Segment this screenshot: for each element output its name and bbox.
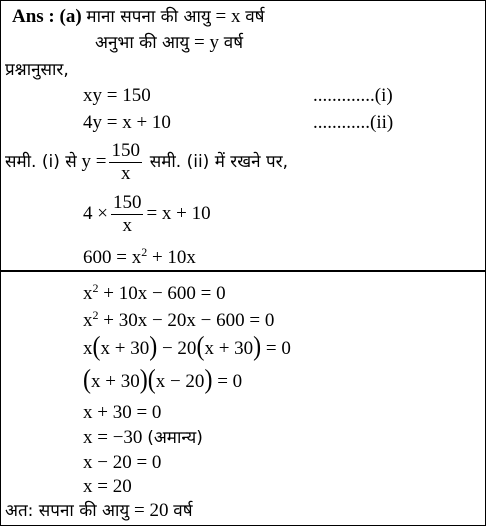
open-paren: ( <box>147 365 156 395</box>
fraction-numerator: 150 <box>111 140 140 162</box>
step-line-3 <box>83 332 291 362</box>
step-line-7: x − 20 = 0 <box>83 452 162 473</box>
fraction-denominator-2: x <box>122 215 132 237</box>
step-line-5: x + 30 = 0 <box>83 402 162 423</box>
fraction-150-over-x <box>109 140 142 185</box>
step-line-2 <box>83 310 274 332</box>
assume-anubha-text: अनुभा की आयु <box>95 33 190 53</box>
step-4-equals: = 0 <box>212 371 243 392</box>
step-3-minus-20: − 20 <box>157 338 197 359</box>
equation-3-lhs: 4 × <box>83 203 108 224</box>
equation-1-ref: .............(i) <box>313 85 393 106</box>
equation-2-ref: ............(ii) <box>313 112 394 133</box>
step-2-rest: + 30x − 20x − 600 = 0 <box>98 310 275 331</box>
assume-sapna-eq: = x <box>215 6 241 27</box>
close-paren: ) <box>253 332 262 362</box>
factor-1: x + 30 <box>91 371 140 392</box>
according-to-question: प्रश्नानुसार, <box>5 60 69 80</box>
step-3-equals: = 0 <box>261 338 291 359</box>
step-3-group-1: x + 30 <box>100 338 150 359</box>
substitution-line <box>5 140 288 185</box>
step-line-6 <box>83 427 203 449</box>
step-3-group-2: x + 30 <box>204 338 254 359</box>
final-answer-value: = 20 <box>134 500 169 521</box>
open-paren: ( <box>196 332 205 362</box>
step-3-x: x <box>83 338 93 359</box>
step-line-8: x = 20 <box>83 476 132 497</box>
open-paren: ( <box>92 332 101 362</box>
equation-3-rhs: = x + 10 <box>146 203 211 224</box>
assume-anubha-eq: = y <box>194 32 219 53</box>
step-2-exponent: 2 <box>92 308 99 322</box>
equation-4-exponent: 2 <box>141 245 148 259</box>
step-1-x: x <box>83 283 93 304</box>
step-1-exponent: 2 <box>92 281 99 295</box>
answer-line-2 <box>95 32 243 54</box>
fraction-150-over-x-2 <box>111 192 144 237</box>
final-answer-line <box>5 500 193 522</box>
assume-sapna-text: माना सपना की आयु <box>86 7 211 27</box>
close-paren: ) <box>204 365 213 395</box>
step-line-1 <box>83 283 226 305</box>
step-6-eq: x = −30 <box>83 427 143 448</box>
equation-1: xy = 150 <box>83 85 151 106</box>
fraction-numerator-2: 150 <box>112 192 142 214</box>
substitution-into-eq2: समी. (ii) में रखने पर, <box>149 152 288 172</box>
final-answer-text: अत: सपना की आयु <box>5 501 130 521</box>
equation-3 <box>83 192 211 237</box>
close-paren: ) <box>139 365 148 395</box>
open-paren: ( <box>83 365 91 395</box>
close-paren: ) <box>149 332 158 362</box>
step-2-x: x <box>83 310 93 331</box>
step-line-4 <box>83 365 243 395</box>
fraction-denominator: x <box>120 163 131 185</box>
assume-sapna-unit: वर्ष <box>245 7 265 27</box>
step-1-rest: + 10x − 600 = 0 <box>98 283 226 304</box>
invalid-note: (अमान्य) <box>147 428 203 448</box>
solution-box-bottom <box>0 270 486 526</box>
option-label: (a) <box>59 6 82 27</box>
equation-2: 4y = x + 10 <box>83 112 171 133</box>
equation-4-rhs: + 10x <box>147 247 196 268</box>
final-answer-unit: वर्ष <box>173 501 193 521</box>
substitution-y-eq: y = <box>81 151 107 172</box>
answer-line-1 <box>12 6 264 28</box>
equation-4-lhs: 600 = x <box>83 247 142 268</box>
factor-2: x − 20 <box>155 371 205 392</box>
substitution-from-eq1: समी. (i) से <box>5 152 77 172</box>
assume-anubha-unit: वर्ष <box>223 33 244 53</box>
answer-label: Ans : <box>12 6 55 27</box>
equation-4 <box>83 247 196 269</box>
